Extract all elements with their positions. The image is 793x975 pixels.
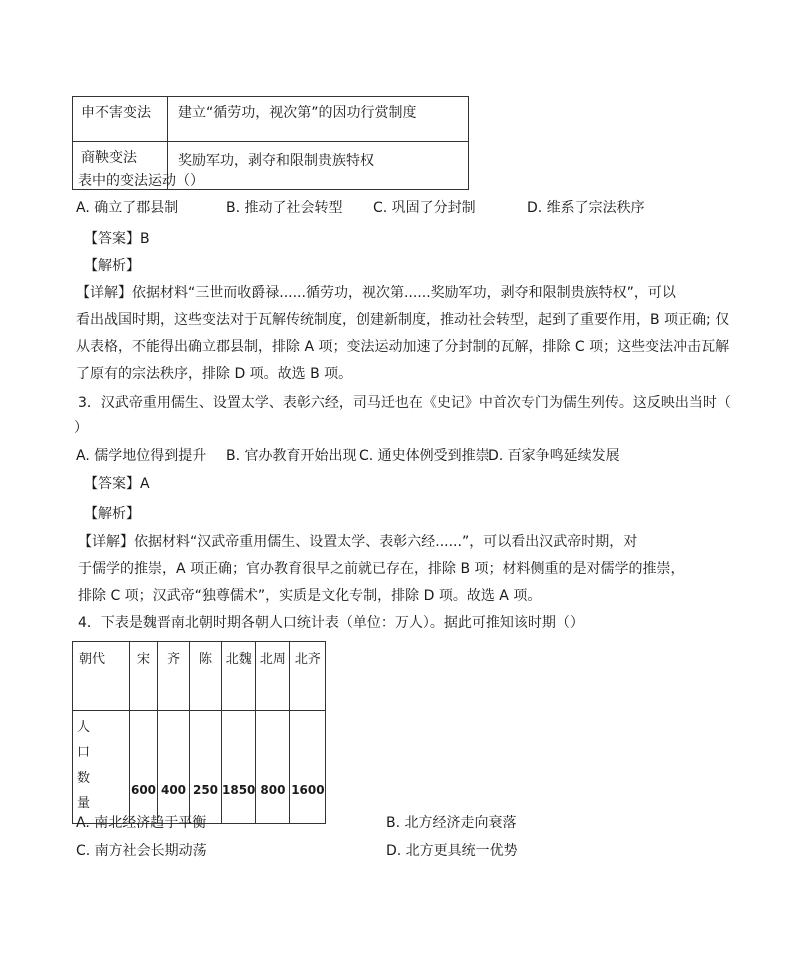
table-cell: 申不害变法: [73, 97, 168, 142]
table-row: [73, 711, 326, 824]
option-b: B. 官办教育开始出现: [226, 448, 357, 464]
option-b: B. 北方经济走向衰落: [386, 815, 517, 831]
table-cell: 250: [190, 711, 222, 824]
option-d: D. 北方更具统一优势: [386, 843, 518, 859]
question-stem: 表中的变法运动（）: [78, 173, 204, 189]
option-c: C. 通史体例受到推崇: [359, 448, 490, 464]
row-label-char: 口: [77, 745, 91, 761]
table-cell: 400: [158, 711, 190, 824]
option-a: A. 儒学地位得到提升: [76, 448, 207, 464]
table-cell: 600: [130, 711, 158, 824]
table-cell: 1850: [222, 711, 256, 824]
table-header-cell: 朝代: [73, 642, 130, 711]
option-d: D. 百家争鸣延续发展: [488, 448, 620, 464]
question-stem: 3．汉武帝重用儒生、设置太学、表彰六经，司马迁也在《史记》中首次专门为儒生列传。这反映出当时（: [78, 395, 731, 411]
option-a: A. 确立了郡县制: [76, 200, 179, 216]
table-header-cell: 北齐: [290, 642, 326, 711]
table-header-cell: 北周: [256, 642, 290, 711]
table-header-row: [73, 642, 326, 711]
detail-line: 了原有的宗法秩序，排除 D 项。故选 B 项。: [76, 366, 353, 382]
table-header-cell: 北魏: [222, 642, 256, 711]
population-table: [72, 641, 326, 824]
table-cell: 1600: [290, 711, 326, 824]
detail-line: 于儒学的推崇，A 项正确；官办教育很早之前就已存在，排除 B 项；材料侧重的是对儒学的推崇，: [78, 561, 685, 577]
answer-label: 【答案】B: [84, 231, 150, 247]
table-cell: 800: [256, 711, 290, 824]
detail-line: 【详解】依据材料“汉武帝重用儒生、设置太学、表彰六经......”，可以看出汉武帝时期，对: [78, 534, 638, 550]
question-stem: 4．下表是魏晋南北朝时期各朝人口统计表（单位：万人）。据此可推知该时期（）: [78, 615, 584, 631]
table-header-cell: 陈: [190, 642, 222, 711]
analysis-label: 【解析】: [84, 506, 140, 522]
option-c: C. 巩固了分封制: [373, 200, 476, 216]
table-cell: 商鞅变法: [73, 142, 168, 190]
table-header-cell: 宋: [130, 642, 158, 711]
option-b: B. 推动了社会转型: [226, 200, 343, 216]
row-label-char: 数: [77, 770, 91, 786]
option-a: A. 南北经济趋于平衡: [76, 815, 207, 831]
answer-label: 【答案】A: [84, 476, 150, 492]
table-header-cell: 齐: [158, 642, 190, 711]
row-label-char: 量: [77, 796, 91, 812]
question-stem-end: ）: [74, 420, 88, 436]
detail-line: 从表格，不能得出确立郡县制，排除 A 项；变法运动加速了分封制的瓦解，排除 C 项；这些变法冲击瓦解: [76, 339, 730, 355]
option-c: C. 南方社会长期动荡: [76, 843, 207, 859]
option-d: D. 维系了宗法秩序: [527, 200, 645, 216]
detail-line: 【详解】依据材料“三世而收爵禄......循劳功，视次第......奖励军功，剥夺和限制贵族特权”，可以: [76, 285, 676, 301]
row-label-char: 人: [77, 720, 91, 735]
detail-line: 看出战国时期，这些变法对于瓦解传统制度，创建新制度，推动社会转型，起到了重要作用，B 项正确; 仅: [76, 312, 730, 328]
table-row: [73, 97, 469, 142]
table-cell: 奖励军功，剥夺和限制贵族特权: [168, 142, 469, 190]
analysis-label: 【解析】: [84, 258, 140, 274]
table-cell: 建立“循劳功，视次第”的因功行赏制度: [168, 97, 469, 142]
detail-line: 排除 C 项；汉武帝“独尊儒术”，实质是文化专制，排除 D 项。故选 A 项。: [78, 588, 542, 604]
row-label-cell: [73, 711, 130, 824]
